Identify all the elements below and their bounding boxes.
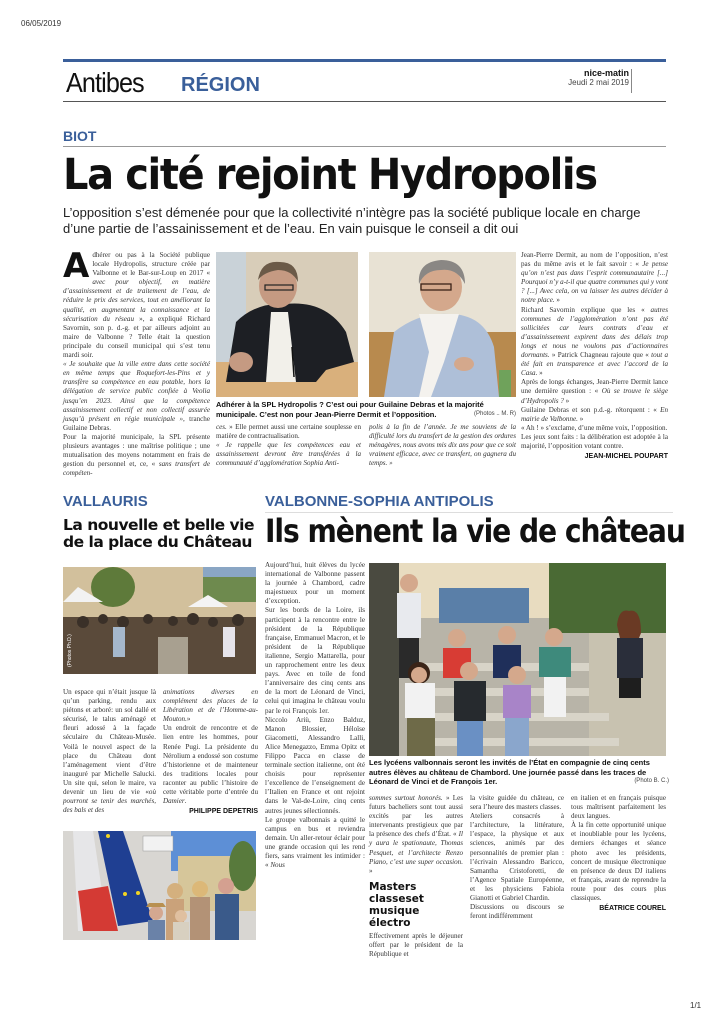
photo-inauguration-flags <box>63 831 256 940</box>
headline-vallauris: La nouvelle et belle vie de la place du Château <box>63 516 254 551</box>
masthead <box>63 62 666 102</box>
biot-column-4: Jean-Pierre Dermit, au nom de l’opposition, n’est pas du même avis et le fait savoir : « Je pense qu’on n’est pas dans l’esprit communautaire [...] Pourquoi n’y a-t-il que quatre communes qui y vont ? [...] Avec cela, on va laisser les autres décider à notre place. » Richard Savornin explique que les « autres communes de l’agglomération n’ont pas été sollicitées car leurs contrats d’eau et d’assainissement expirent dans des délais trop longs et nous ne voulons pas d’actionnaires dormants. » Patrick Chagneau rajoute que « tout a été fait en transparence et avec l’accord de la Casa. » Après de longs échanges, Jean-Pierre Dermit lance une dernière question : « Où se trouve le siège d’Hydropolis ? » Guilaine Debras et son p.d.-g. rétorquent : « En mairie de Valbonne. » « Ah ! » s’exclame, d’une même voix, l’opposition. Les jeux sont faits : la délibération est adoptée à la majorité, l’opposition votant contre. JEAN-MICHEL POUPART <box>521 251 669 461</box>
photo-caption-valbonne: Les lycéens valbonnais seront les invités de l’État en compagnie de cinq cents autres élèves au château de Chambord. Une journée passé dans les traces de Léonard de Vinci et de François 1er. (Photo B. C.) <box>369 758 669 786</box>
svg-text:(Photos Ph.D.): (Photos Ph.D.) <box>67 634 73 667</box>
masthead-city: Antibes <box>66 67 144 98</box>
paper-name: nice-matin <box>583 68 629 78</box>
photo-caption-biot: Adhérer à la SPL Hydropolis ? C’est oui pour Guilaine Debras et la majorité municipale. C’est non pour Jean-Pierre Dermit et l’opposition. (Photos .. M. R) <box>216 400 516 419</box>
kicker-vallauris: VALLAURIS <box>63 493 148 510</box>
headline-biot: La cité rejoint Hydropolis <box>63 150 597 200</box>
photo-jean-pierre-dermit <box>216 252 358 397</box>
kicker-rule <box>63 146 666 147</box>
photo-place-du-chateau-crowd <box>63 567 256 674</box>
print-date: 06/05/2019 <box>21 19 62 28</box>
valbonne-column-2: sommes surtout honorés. » Les futurs bacheliers sont tout aussi excités par les autres intervenants prestigieux que par la présence des chefs d’État. « Il y aura le spationaute, Thomas Pesquet, et l’architecte Renzo Piano, c’est une super occasion. » Masters classeset musique électro Effectivement après le déjeuner offert par le président de la République et <box>369 794 463 959</box>
kicker-biot: BIOT <box>63 128 97 144</box>
photo-man-speaking <box>216 252 358 397</box>
valbonne-column-3: la visite guidée du château, ce sera l’heure des masters classes. Ateliers consacrés à l’architecture, la littérature, l’espace, la physique et aux sciences, animés par des personnalités de premier plan : l’écrivain Alessandro Baricco, Samantha Cristoforetti, de l’Agence Spatiale Européenne, et les physiciens Fabiola Gianotti et Gabriel Chardin. Discussions ou discours se feront indifféremment <box>470 794 564 921</box>
byline-valbonne: BÉATRICE COUREL <box>599 905 666 913</box>
biot-column-3: polis à la fin de l’année. Je me souviens de la difficulté lors du transfert de la gestion des ordures ménagères, nous avons mis dix ans pour que ce soit vraiment efficace, avec ce transfert, on gagnera du temps. » <box>369 423 516 468</box>
issue-date: Jeudi 2 mai 2019 <box>568 78 629 87</box>
byline-vallauris: PHILIPPE DEPETRIS <box>189 808 258 816</box>
vallauris-column-1: Un espace qui n’était jusque là qu’un parking, rendu aux piétons et arboré: un sol dallé et sécurisé, le talus aménagé et fleuri adossé à la façade séculaire du Château-Musée. Voilà le nouvel aspect de la place du Château dont l’aménagement vient d’être inauguré par Michelle Salucki. Un site qui, selon le maire, va devenir un lieu de vie «où pourront se tenir des marchés, des bals et des <box>63 688 156 815</box>
photo-lyceens-valbonnais <box>369 563 666 756</box>
headline-valbonne: Ils mènent la vie de château <box>265 512 685 550</box>
photo-credit: (Photos .. M. R) <box>473 410 516 417</box>
photo-woman-speaking <box>369 252 516 397</box>
biot-column-2: ces. » Elle permet aussi une certaine souplesse en matière de contractualisation. « Je rappelle que les compétences eau et assainissement devront être transférées à la communauté d’agglomération Sophia Anti- <box>216 423 361 468</box>
byline-biot: JEAN-MICHEL POUPART <box>584 453 668 461</box>
page-number: 1/1 <box>690 1001 702 1010</box>
subhead-masters-classes: Masters classeset musique électro <box>369 880 424 929</box>
masthead-paper-info <box>568 68 629 87</box>
biot-column-1: Adhérer ou pas à la Société publique locale Hydropolis, structure créée par Valbonne et le Bar-sur-Loup en 2017 « avec pour objectif, en matière d’assainissement et de traitement de l’eau, de réduire le prix des services, tout en améliorant la qualité, en augmentant la connaissance et la sécurisation du réseau », a expliqué Richard Savornin, son p. d.-g. et par ailleurs adjoint au maire de Valbonne ? Telle était la question principale du conseil municipal qui s’est tenu mardi soir. « Je souhaite que la ville entre dans cette société en même temps que Roquefort-les-Pins et y transfère sa compétence en eau potable, hors la délégation de service public confiée à Veolia jusqu’en 2023. Ainsi que la compétence assainissement collectif et non collectif assurée jusqu’à présent en régie municipale », tranche Guilaine Debras. Pour la majorité municipale, la SPL présente plusieurs avantages : une maîtrise politique ; une mutualisation des moyens notamment en frais de gestion du personnel et, ce, « sans transfert de compéten- <box>63 246 211 478</box>
photo-students-on-steps <box>369 563 666 756</box>
kicker-valbonne: VALBONNE-SOPHIA ANTIPOLIS <box>265 493 494 510</box>
dropcap: A <box>63 246 90 286</box>
valbonne-column-1: Aujourd’hui, huit élèves du lycée international de Valbonne passent la journée à Chambord, cadre majestueux pour un moment d’exception. Sur les bords de la Loire, ils participent à la rencontre entre le président de la République française, Emmanuel Macron, et le président de la République italienne, Sergio Mattarella, pour un rapprochement entre les deux pays. Avec en toile de fond l’anniversaire des cinq cents ans de la mort de Léonard de Vinci, celui qui imagina le château voulu par le roi François 1er. Niccolo Ariù, Enzo Balduz, Manon Blossier, Héloïse Giacometti, Alessandro Lalli, Alice Menegazzo, Emma Opitz et Filippo Pacca en classe de terminale section italienne, ont été choisis pour représenter l’excellence de l’enseignement de l’Italien en France et ont rejoint dans le Val-de-Loire, cinq cents autres jeunes sélectionnés. Le groupe valbonnais a quitté le campus en bus et reviendra demain. Un aller-retour éclair pour une grande occasion qui les rend fiers, sans vraiment les intimider : « Nous <box>265 561 365 870</box>
photo-crowd <box>63 567 256 674</box>
valbonne-column-4: en italien et en français puisque tous maîtrisent parfaitement les deux langues. À la fin cette opportunité unique et inoubliable pour les lycéens, derniers échanges et séance photo avec les présidents, concert de musique électronique en présence de deux DJ italiens et français, avant de reprendre la route pour des cours plus classiques. BÉATRICE COUREL <box>571 794 666 913</box>
photo-credit: (Photo B. C.) <box>634 778 669 784</box>
photo-flags-group <box>63 831 256 940</box>
masthead-divider <box>631 69 632 93</box>
photo-guilaine-debras <box>369 252 516 397</box>
vallauris-column-2: animations diverses en complément des places de la Libération et de l’Homme-au-Mouton.» Un endroit de rencontre et de lien entre les hommes, pour Renée Pugi. La présidente du Nérolium a endossé son costume d’historienne et de mainteneur des traditions locales pour raconter au public l’histoire de cette véritable porte d’entrée du Damier. PHILIPPE DEPETRIS <box>163 688 258 816</box>
masthead-region: RÉGION <box>181 74 260 96</box>
standfirst-biot: L’opposition s’est démenée pour que la collectivité n’intègre pas la société publique locale en charge d’une partie de l’assainissement et de l’eau. En vain puisque le conseil a dit oui <box>63 205 641 236</box>
